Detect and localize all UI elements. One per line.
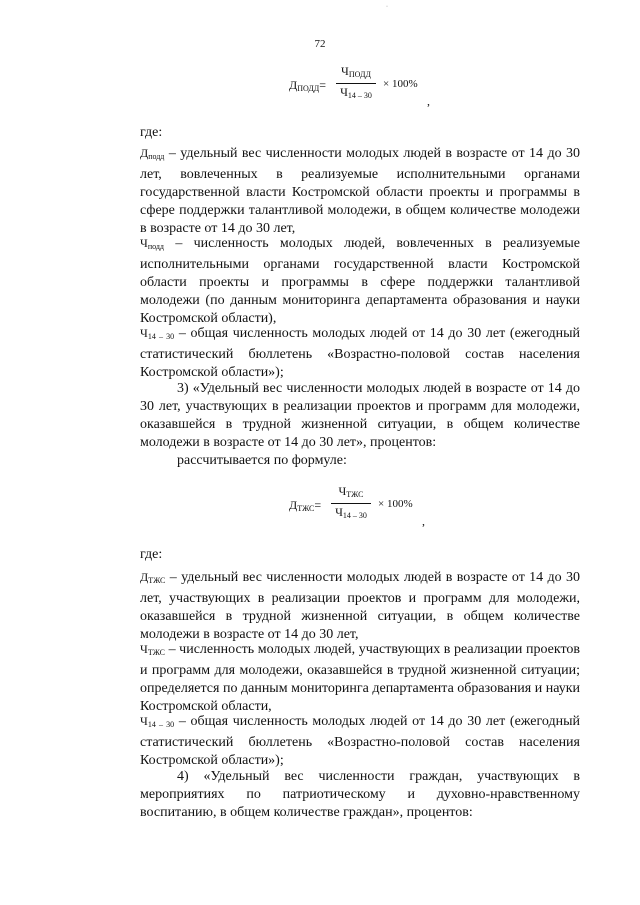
formula-comma: ,: [422, 514, 425, 528]
definition-ch-14-30: $Ч_{14 - 30}$ – общая численность молодых людей от 14 до 30 лет (ежегодный статистический бюллетень «Возрастно-половой состав населения Костромской области»);: [140, 326, 580, 380]
definition-ch-tzhs: $Ч_{ТЖС}$ – численность молодых людей, участвующих в реализации проектов и программ для молодежи, оказавшейся в трудной жизненной ситуации; определяется по данным мониторинга департамента образования и науки Костромской области,: [140, 642, 580, 714]
formula-fraction: $Ч_{ТЖС}$ $Ч_{14 - 30}$: [331, 484, 371, 523]
definition-d-tzhs: $Д_{ТЖС}$ – удельный вес численности молодых людей в возрасте от 14 до 30 лет, участвующих в реализации проектов и программ для молодежи, оказавшейся в трудной жизненной ситуации, в общем количестве молодежи в возрасте от 14 до 30 лет,: [140, 570, 580, 642]
formula-fraction: $Ч_{ПОДД}$ $Ч_{14 - 30}$: [336, 64, 376, 103]
definition-ch-podd: $Ч_{подд}$ – численность молодых людей, вовлеченных в реализуемые исполнительными органами государственной власти Костромской области проекты и программы в сфере поддержки талантливой молодежи (по данным мониторинга департамента образования и науки Костромской области),: [140, 236, 580, 326]
item-3: 3) «Удельный вес численности молодых людей в возрасте от 14 до 30 лет, участвующих в реализации проектов и программ для молодежи, оказавшейся в трудной жизненной ситуации, в общем количестве молодежи в возрасте от 14 до 30 лет», процентов:: [140, 381, 580, 450]
item-4: 4) «Удельный вес численности граждан, участвующих в мероприятиях по патриотическому и духовно-нравственному воспитанию, в общем количестве граждан», процентов:: [140, 769, 580, 820]
calc-label: рассчитывается по формуле:: [177, 453, 347, 468]
definition-d-podd: $Д_{подд}$ – удельный вес численности молодых людей в возрасте от 14 до 30 лет, вовлеченных в реализуемые исполнительными органами государственной власти Костромской области проекты и программы в сфере поддержки талантливой молодежи, в общем количестве молодежи в возрасте от 14 до 30 лет,: [140, 146, 580, 236]
symbol-ch-podd: $Ч_{подд}$: [140, 236, 165, 251]
where-label-2: где:: [140, 547, 163, 562]
symbol-d-tzhs: $Д_{ТЖС}$: [140, 570, 166, 585]
formula-comma: ,: [427, 94, 430, 108]
symbol-ch-14-30: $Ч_{14 - 30}$: [140, 326, 175, 341]
symbol-d-podd: $Д_{подд}$: [140, 146, 165, 161]
formula-podd: [289, 64, 479, 108]
formula-lhs: $Д_{ТЖС}=$: [289, 498, 322, 513]
definition-ch-14-30-2: $Ч_{14 - 30}$ – общая численность молодых людей от 14 до 30 лет (ежегодный статистический бюллетень «Возрастно-половой состав населения Костромской области»);: [140, 714, 580, 768]
page-number: 72: [314, 38, 326, 50]
formula-multiplier: × 100%: [383, 78, 418, 90]
formula-lhs: $Д_{ПОДД}=$: [289, 78, 327, 93]
scan-artifact-dot: ·: [386, 4, 388, 10]
where-label-1: где:: [140, 125, 163, 140]
symbol-ch-14-30: $Ч_{14 - 30}$: [140, 714, 175, 729]
symbol-ch-tzhs: $Ч_{ТЖС}$: [140, 642, 166, 657]
formula-multiplier: × 100%: [378, 498, 413, 510]
formula-tzhs: [289, 484, 479, 528]
